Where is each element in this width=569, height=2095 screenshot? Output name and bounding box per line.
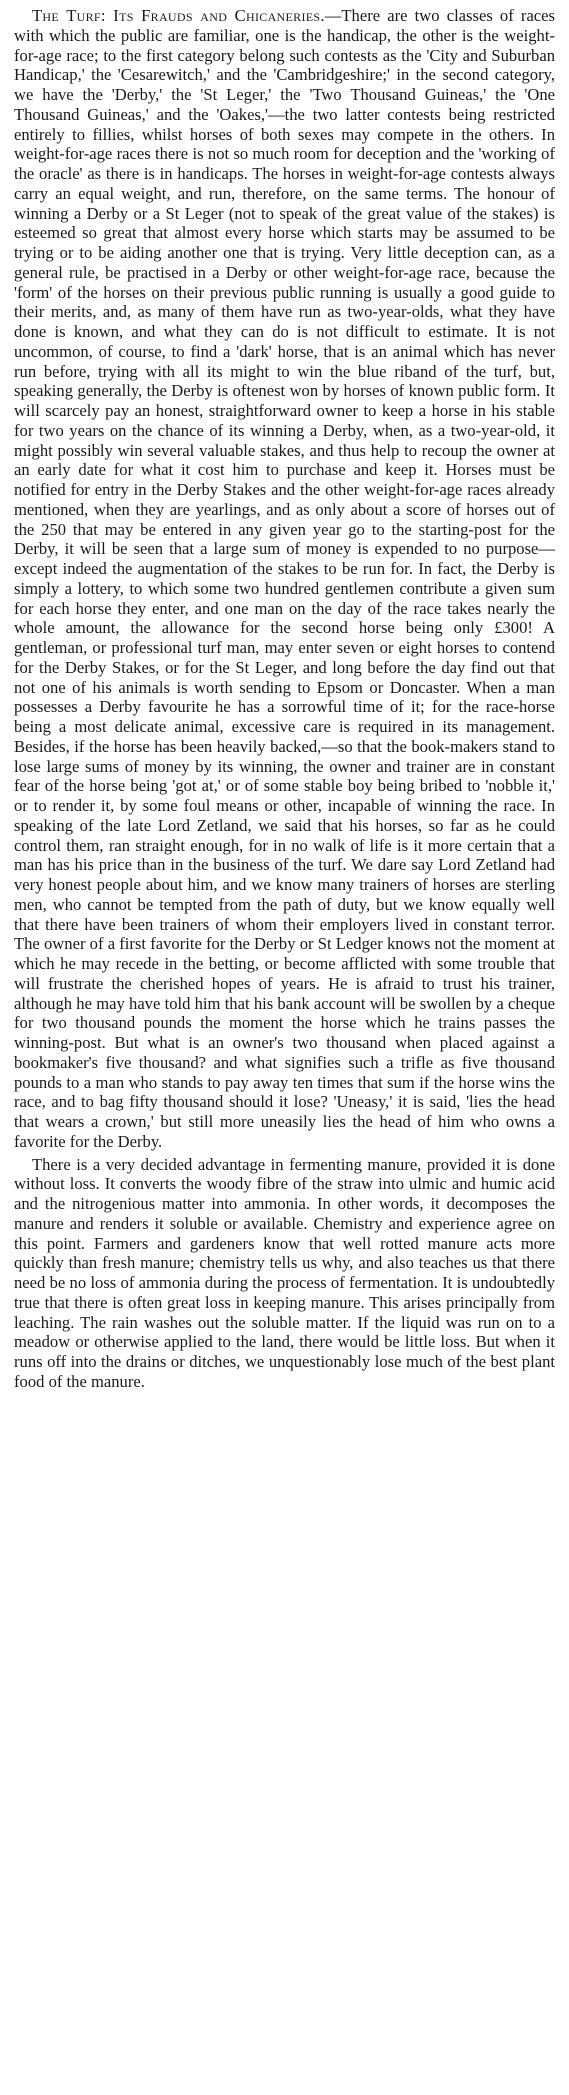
article-headline: The Turf: Its Frauds and Chicaneries. — [32, 6, 325, 25]
article-body: —There are two classes of races with which the public are familiar, one is the handicap, the other is the weight-for-age race; to the first category belong such contests as the 'City and Suburban Handicap,' the 'Cesarewitch,' and the 'Cambridgeshire;' in the second category, we have the 'Derby,' the 'St Leger,' the 'Two Thousand Guineas,' the 'One Thousand Guineas,' and the 'Oakes,'—the two latter contests being restricted entirely to fillies, whilst horses of both sexes may compete in the others. In weight-for-age races there is not so much room for deception and the 'working of the oracle' as there is in handicaps. The horses in weight-for-age contests always carry an equal weight, and run, therefore, on the same terms. The honour of winning a Derby or a St Leger (not to speak of the great value of the stakes) is esteemed so great that almost every horse which starts may be assumed to be trying or to be aiding another one that is trying. Very little deception can, as a general rule, be practised in a Derby or other weight-for-age race, because the 'form' of the horses on their previous public running is usually a good guide to their merits, and, as many of them have run as two-year-olds, what they have done is known, and what they can do is not difficult to estimate. It is not uncommon, of course, to find a 'dark' horse, that is an animal which has never run before, trying with all its might to win the blue riband of the turf, but, speaking generally, the Derby is oftenest won by horses of known public form. It will scarcely pay an honest, straightforward owner to keep a horse in his stable for two years on the chance of its winning a Derby, when, as a two-year-old, it might possibly win several valuable stakes, and thus help to recoup the owner at an early date for what it cost him to purchase and keep it. Horses must be notified for entry in the Derby Stakes and the other weight-for-age races already mentioned, when they are yearlings, and as only about a score of horses out of the 250 that may be entered in any given year go to the starting-post for the Derby, it will be seen that a large sum of money is expended to no purpose—except indeed the augmentation of the stakes to be run for. In fact, the Derby is simply a lottery, to which some two hundred gentlemen contribute a given sum for each horse they enter, and one man on the day of the race takes nearly the whole amount, the allowance for the second horse being only £300! A gentleman, or professional turf man, may enter seven or eight horses to contend for the Derby Stakes, or for the St Leger, and long before the day find out that not one of his animals is worth sending to Epsom or Doncaster. When a man possesses a Derby favourite he has a sorrowful time of it; for the race-horse being a most delicate animal, excessive care is required in its management. Besides, if the horse has been heavily backed,—so that the book-makers stand to lose large sums of money by its winning, the owner and trainer are in constant fear of the horse being 'got at,' or of some stable boy being bribed to 'nobble it,' or to render it, by some foul means or other, incapable of winning the race. In speaking of the late Lord Zetland, we said that his horses, so far as he could control them, ran straight enough, for in no walk of life is it more certain that a man has his price than in the business of the turf. We dare say Lord Zetland had very honest people about him, and we know many trainers of horses are sterling men, who cannot be tempted from the path of duty, but we know equally well that there have been trainers of whom their employers lived in constant terror. The owner of a first favorite for the Derby or St Ledger knows not the moment at which he may recede in the betting, or become afflicted with some trouble that will frustrate the cherished hopes of years. He is afraid to trust his trainer, although he may have told him that his bank account will be swollen by a cheque for two thousand pounds the moment the horse which he trains passes the winning-post. But what is an owner's two thousand when placed against a bookmaker's five thousand? and what signifies such a trifle as five thousand pounds to a man who stands to pay away ten times that sum if the horse wins the race, and to bag fifty thousand should it lose? 'Uneasy,' it is said, 'lies the head that wears a crown,' but still more uneasily lies the head of him who owns a favorite for the Derby. — [14, 6, 555, 1151]
article-manure: There is a very decided advantage in fermenting manure, provided it is done without loss. It converts the woody fibre of the straw into ulmic and humic acid and the nitrogenious matter into ammonia. In other words, it decomposes the manure and renders it soluble or available. Chemistry and experience agree on this point. Farmers and gardeners know that well rotted manure acts more quickly than fresh manure; chemistry tells us why, and also teaches us that there need be no loss of ammonia during the process of fermentation. It is undoubtedly true that there is often great loss in keeping manure. This arises principally from leaching. The rain washes out the soluble matter. If the liquid was run on to a meadow or otherwise applied to the land, there would be little loss. But when it runs off into the drains or ditches, we unquestionably lose much of the best plant food of the manure. — [14, 1154, 555, 1391]
article-turf — [14, 6, 555, 1152]
